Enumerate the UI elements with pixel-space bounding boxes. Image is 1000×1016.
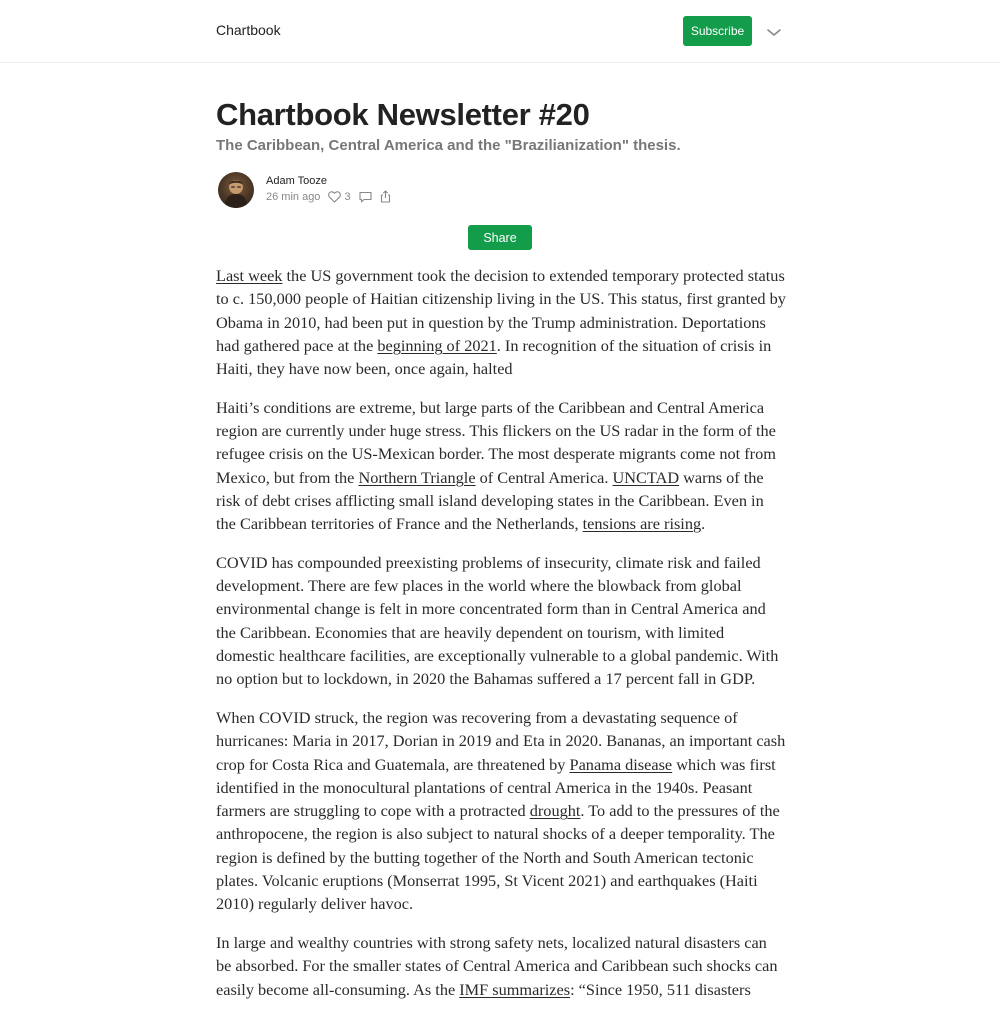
post-subtitle: The Caribbean, Central America and the "Brazilianization" thesis.: [216, 137, 681, 154]
paragraph: [216, 706, 786, 916]
paragraph-text: .: [701, 514, 706, 534]
paragraph-text: which was first identified in the monocultural plantations of central America in the 1940s. Peasant farmers are struggling to cope with a protracted: [216, 754, 776, 821]
share-icon[interactable]: [380, 190, 391, 203]
paragraph: [216, 931, 786, 1001]
paragraph-text: COVID has compounded preexisting problems of insecurity, climate risk and failed development. There are few places in the world where the blowback from global environmental change is felt in more concentrated form than in Central America and the Caribbean. Economies that are heavily dependent on tourism, with limited domestic healthcare facilities, are exceptionally vulnerable to a global pandemic. With no option but to lockdown, in 2020 the Bahamas suffered a 17 percent fall in GDP.: [216, 552, 779, 689]
post-body: [216, 264, 786, 1016]
paragraph-text: warns of the risk of debt crises afflicting small island developing states in the Caribbean. Even in the Caribbean territories of France and the Netherlands,: [216, 467, 764, 534]
comment-icon[interactable]: [359, 191, 372, 203]
chevron-down-icon[interactable]: [764, 22, 784, 42]
publication-name-link[interactable]: Chartbook: [216, 22, 281, 38]
top-navigation-bar: [0, 0, 1000, 63]
post-meta: [266, 190, 391, 203]
paragraph-text: . In recognition of the situation of crisis in Haiti, they have now been, once again, halted: [216, 335, 772, 379]
subscribe-button[interactable]: Subscribe: [683, 16, 752, 46]
inline-link[interactable]: tensions are rising: [582, 514, 702, 534]
like-count: 3: [344, 190, 351, 203]
inline-link[interactable]: beginning of 2021: [377, 335, 497, 355]
inline-link[interactable]: UNCTAD: [612, 467, 680, 487]
paragraph-text: When COVID struck, the region was recovering from a devastating sequence of hurricanes: Maria in 2017, Dorian in 2019 and Eta in 2020. Bananas, an important cash crop for Costa Rica and Guatemala, are threatened by: [216, 707, 786, 774]
paragraph: [216, 264, 786, 380]
post-title: Chartbook Newsletter #20: [216, 97, 590, 132]
paragraph-text: the US government took the decision to extended temporary protected status to c. 150,000 people of Haitian citizenship living in the US. This status, first granted by Obama in 2010, had been put in question by the Trump administration. Deportations had gathered pace at the: [216, 266, 786, 355]
share-button[interactable]: Share: [468, 225, 532, 250]
inline-link[interactable]: Panama disease: [569, 754, 673, 774]
paragraph-text: . To add to the pressures of the anthropocene, the region is also subject to natural shocks of a deeper temporality. The region is defined by the butting together of the North and South American tectonic plates. Volcanic eruptions (Monserrat 1995, St Vicent 2021) and earthquakes (Haiti 2010) regularly deliver havoc.: [216, 801, 780, 914]
like-button[interactable]: [328, 191, 350, 203]
paragraph-text: Haiti’s conditions are extreme, but large parts of the Caribbean and Central America region are currently under huge stress. This flickers on the US radar in the form of the refugee crisis on the US-Mexican border. The most desperate migrants come not from Mexico, but from the: [216, 397, 776, 487]
post-time: 26 min ago: [266, 190, 321, 203]
paragraph-text: of Central America.: [475, 467, 613, 487]
paragraph: [216, 551, 786, 691]
paragraph: [216, 396, 786, 536]
paragraph-text: : “Since 1950, 511 disasters: [570, 979, 751, 999]
post-byline: [216, 171, 616, 211]
paragraph-text: In large and wealthy countries with strong safety nets, localized natural disasters can be absorbed. For the smaller states of Central America and Caribbean such shocks can easily become all-consuming. As the: [216, 932, 778, 999]
heart-icon: [328, 191, 341, 203]
post-header: [216, 96, 786, 156]
inline-link[interactable]: Northern Triangle: [358, 467, 476, 487]
inline-link[interactable]: drought: [529, 801, 581, 821]
inline-link[interactable]: IMF summarizes: [459, 979, 571, 999]
inline-link[interactable]: Last week: [216, 266, 283, 285]
author-avatar[interactable]: [218, 172, 254, 208]
author-name[interactable]: Adam Tooze: [266, 175, 327, 187]
